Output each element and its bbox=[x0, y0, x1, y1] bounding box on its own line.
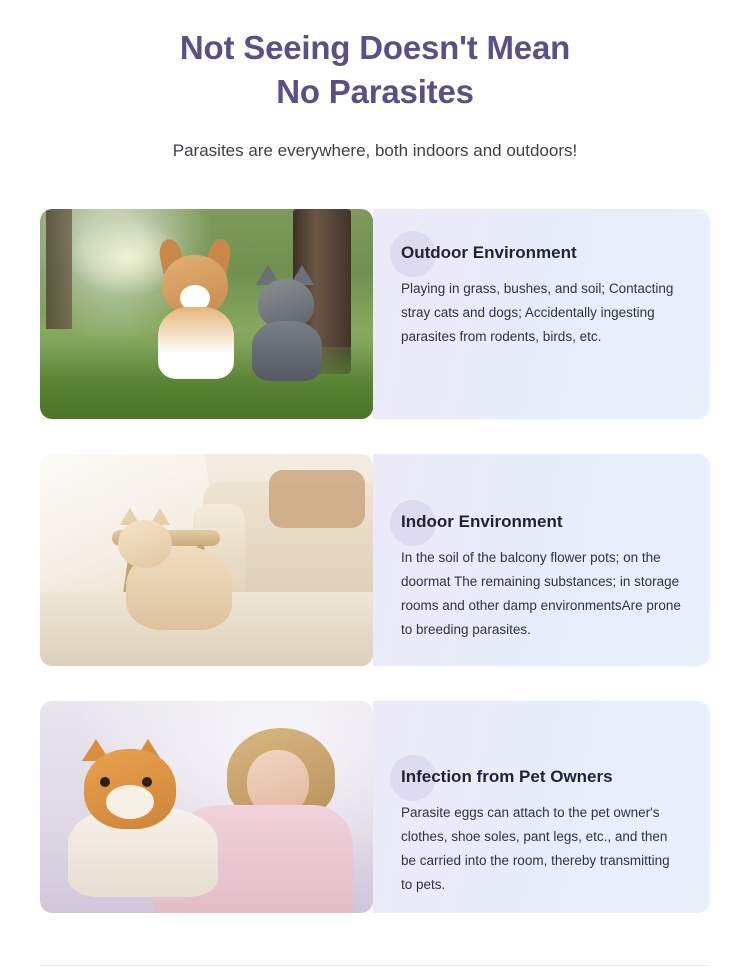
cat-illustration-indoor bbox=[118, 512, 238, 630]
card-content-outdoor bbox=[373, 209, 710, 419]
card-text-outdoor: Playing in grass, bushes, and soil; Contacting stray cats and dogs; Accidentally ingesting parasites from rodents, birds, etc. bbox=[401, 281, 674, 344]
card-title-indoor: Indoor Environment bbox=[401, 512, 563, 532]
card-content-indoor bbox=[373, 454, 710, 666]
card-title-outdoor: Outdoor Environment bbox=[401, 243, 577, 263]
tree-trunk-secondary bbox=[46, 209, 72, 329]
card-title-owner: Infection from Pet Owners bbox=[401, 767, 613, 787]
cat-body bbox=[252, 321, 322, 381]
cat-illustration bbox=[246, 275, 332, 379]
page-title-line-1: Not Seeing Doesn't Mean bbox=[179, 29, 571, 66]
page-subtitle: Parasites are everywhere, both indoors and outdoors! bbox=[172, 141, 578, 161]
card-image-indoor bbox=[40, 454, 373, 666]
card-image-owner bbox=[40, 701, 373, 913]
sofa-cushion bbox=[269, 470, 365, 528]
dog-illustration bbox=[152, 255, 244, 375]
card-outdoor-environment bbox=[40, 209, 710, 419]
card-text-owner: Parasite eggs can attach to the pet owner's clothes, shoe soles, pant legs, etc., and then be carried into the room, thereby transmitting to pets. bbox=[401, 805, 670, 892]
card-infection-from-pet-owners bbox=[40, 701, 710, 913]
bottom-divider bbox=[40, 965, 710, 966]
card-content-owner bbox=[373, 701, 710, 913]
card-text-indoor: In the soil of the balcony flower pots; on the doormat The remaining substances; in storage rooms and other damp environmentsAre prone to breeding parasites. bbox=[401, 550, 681, 637]
card-indoor-environment bbox=[40, 454, 710, 666]
dog-body bbox=[158, 307, 234, 379]
page-title bbox=[95, 26, 655, 113]
page-title-line-2: No Parasites bbox=[276, 72, 474, 110]
page-header bbox=[0, 0, 750, 161]
card-image-outdoor bbox=[40, 209, 373, 419]
card-list bbox=[0, 209, 750, 913]
cat-illustration-held bbox=[68, 745, 218, 895]
cat-muzzle bbox=[106, 785, 154, 819]
cat-head bbox=[118, 520, 172, 568]
